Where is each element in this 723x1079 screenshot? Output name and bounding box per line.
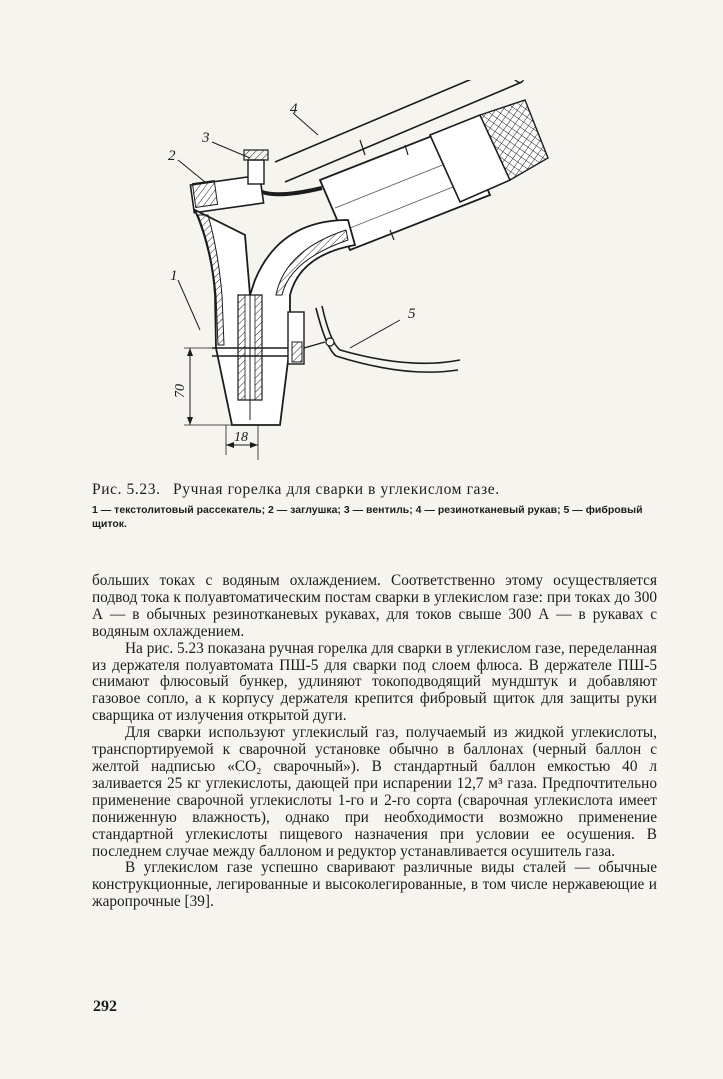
caption-title: Ручная горелка для сварки в углекислом газе. [173,481,500,498]
body-text [92,573,657,911]
dimension-width: 18 [234,430,248,445]
label-1: 1 [170,268,178,284]
label-2: 2 [168,148,176,164]
label-4: 4 [290,101,298,117]
page-number: 292 [93,998,117,1015]
paragraph-4: В углекислом газе успешно сваривают различные виды сталей — обычные конструкционные, легированные и высоколегированные, в том числе нержавеющие и жаропрочные [39]. [92,859,657,911]
label-5: 5 [408,306,416,322]
handle-drawing [320,100,548,250]
welding-torch-figure [150,80,570,465]
paragraph-1: больших токах с водяным охлаждением. Соответственно этому осуществляется подвод тока к полуавтоматическим постам сварки в углекислом газе: при токах до 300 А — в обычных резинотканевых рукавах, для токов свыше 300 А — в рукавах с водяным охлаждением. [92,572,657,640]
caption-number: Рис. 5.23. [92,481,161,498]
dimension-height: 70 [173,384,188,398]
figure-caption [92,480,652,500]
valve-head-drawing [190,150,322,213]
paragraph-2: На рис. 5.23 показана ручная горелка для сварки в углекислом газе, переделанная из держателя полуавтомата ПШ-5 для сварки под слоем флюса. В держателе ПШ-5 снимают флюсовый бункер, удлиняют токоподводящий мундштук и добавляют газовое сопло, а к корпусу держателя крепится фибровый щиток для защиты руки сварщика от излучения открытой дуги. [92,639,657,725]
paragraph-3: Для сварки используют углекислый газ, получаемый из жидкой углекислоты, транспортируемой к сварочной установке обычно в баллонах (черный баллон с желтой надписью «СО₂ сварочный»). В стандартный баллон емкостью 40 л заливается 25 кг углекислоты, дающей при испарении 12,7 м³ газа. Предпочтительно применение сварочной углекислоты 1-го и 2-го сорта (сварочная углекислота имеет пониженную влажность), однако при необходимости возможно применение стандартной углекислоты пищевого назначения при условии ее осушения. В последнем случае между баллоном и редуктор устанавливается осушитель газа. [92,724,657,860]
barrel-nozzle-drawing [195,210,355,425]
label-3: 3 [202,130,210,146]
fiber-shield-drawing [316,306,460,372]
figure-legend: 1 — текстолитовый рассекатель; 2 — заглушка; 3 — вентиль; 4 — резинотканевый рукав; 5 — фибровый щиток. [92,504,643,530]
